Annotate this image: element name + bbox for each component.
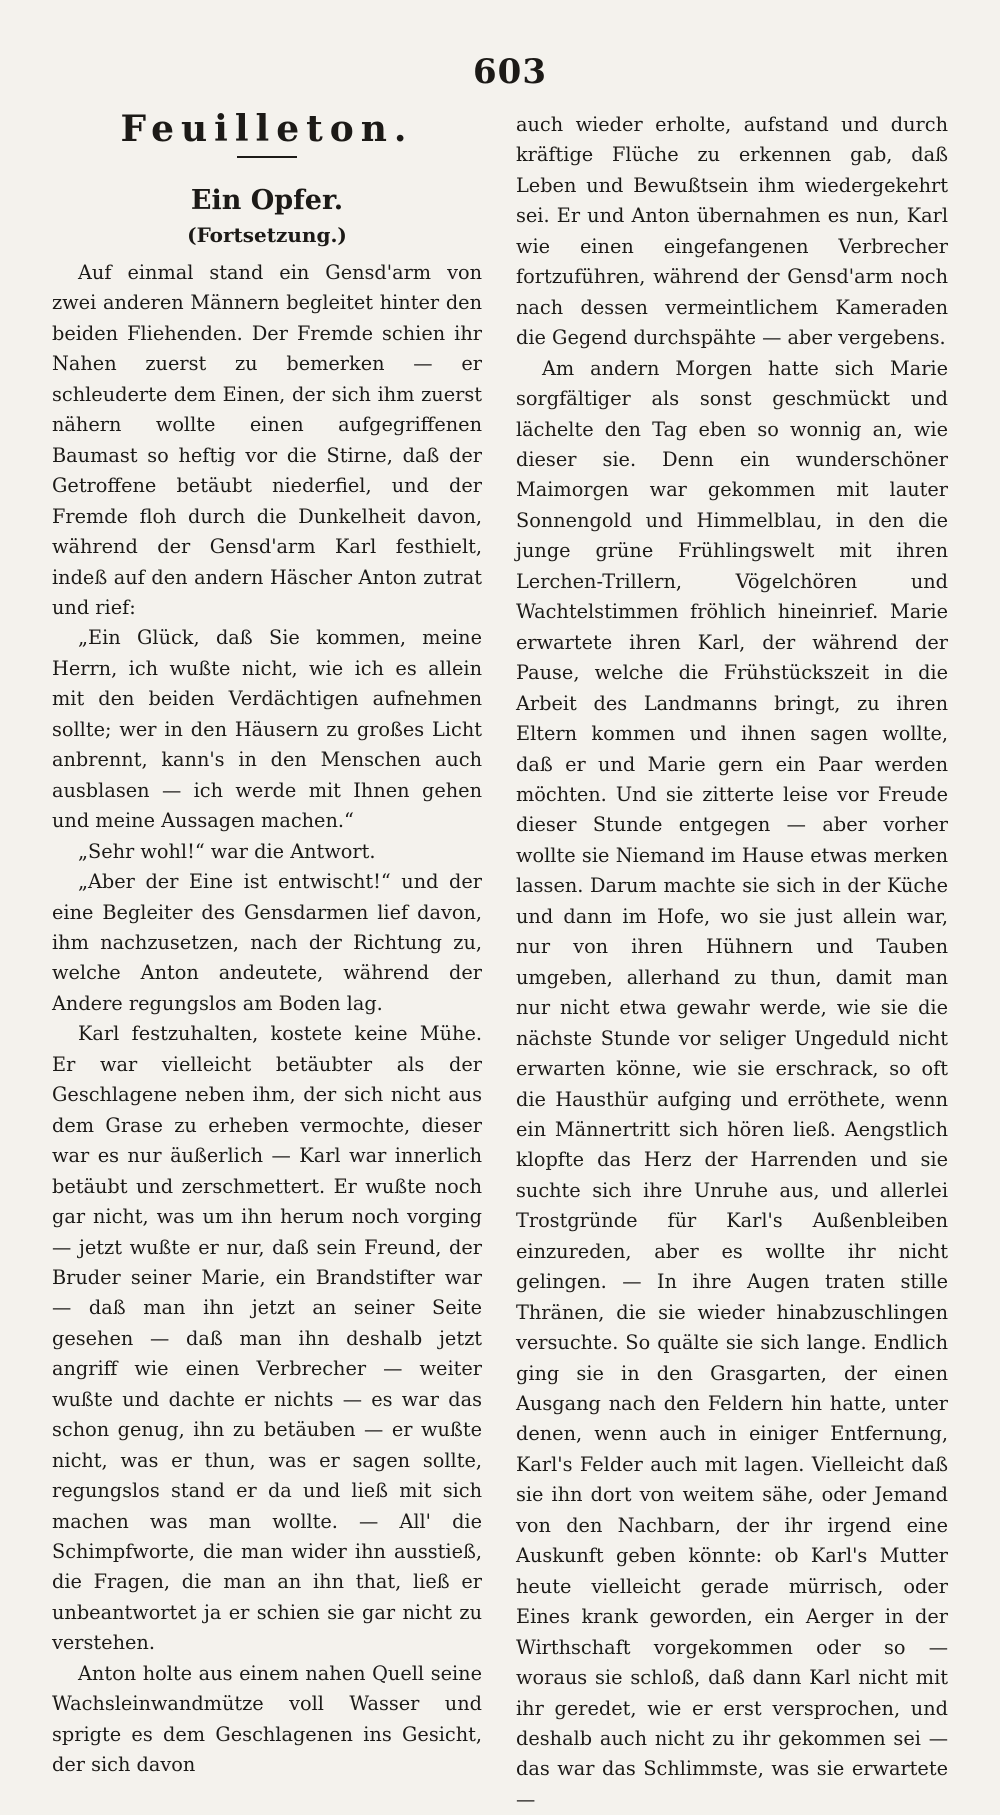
paragraph: Karl festzuhalten, kostete keine Mühe. Er war vielleicht betäubter als der Geschlagene neben ihm, der sich nicht aus dem Grase zu erheben vermochte, dieser war es nur äußerlich — Karl war innerlich betäubt und zerschmettert. Er wußte noch gar nicht, was um ihn herum noch vorging — jetzt wußte er nur, daß sein Freund, der Bruder seiner Marie, ein Brandstifter war — daß man ihn jetzt an seiner Seite gesehen — daß man ihn deshalb jetzt angriff wie einen Verbrecher — weiter wußte und dachte er nichts — es war das schon genug, ihn zu betäuben — er wußte nicht, was er thun, was er sagen sollte, regungslos stand er da und ließ mit sich machen was man wollte. — All' die Schimpfworte, die man wider ihn ausstieß, die Fragen, die man an ihn that, ließ er unbeantwortet ja er schien sie gar nicht zu verstehen. xyxy=(52,1022,482,1655)
story-subtitle: (Fortsetzung.) xyxy=(187,223,347,247)
title-divider xyxy=(237,156,297,158)
paragraph: Anton holte aus einem nahen Quell seine Wachsleinwandmütze voll Wasser und sprigte es dem Geschlagenen ins Gesicht, der sich davon xyxy=(52,1661,482,1777)
paragraph: Am andern Morgen hatte sich Marie sorgfältiger als sonst geschmückt und lächelte den Tag eben so wonnig an, wie dieser sie. Denn ein wunderschöner Maimorgen war gekommen mit lauter Sonnengold und Himmelblau, in den die junge grüne Frühlingswelt mit ihren Lerchen-Trillern, Vögelchören und Wachtelstimmen fröhlich hineinrief. Marie erwartete ihren Karl, der während der Pause, welche die Frühstückszeit in die Arbeit des Landmanns bringt, zu ihren Eltern kommen und ihnen sagen wollte, daß er und Marie gern ein Paar werden möchten. Und sie zitterte leise vor Freude dieser Stunde entgegen — aber vorher wollte sie Niemand im Hause etwas merken lassen. Darum machte sie sich in der Küche und dann im Hofe, wo sie just allein war, nur von ihren Hühnern und Tauben umgeben, allerhand zu thun, damit man nur nicht etwa gewahr werde, wie sie die nächste Stunde vor seliger Ungeduld nicht erwarten könne, wie sie erschrack, so oft die Hausthür aufging und erröthete, wenn ein Männertritt sich hören ließ. Aengstlich klopfte das Herz der Harrenden und sie suchte sich ihre Unruhe aus, und allerlei Trostgründe für Karl's Außenbleiben einzureden, aber es wollte ihr nicht gelingen. — In ihre Augen traten stille Thränen, die sie wieder hinabzuschlingen versuchte. So quälte sie sich lange. Endlich ging sie in den Grasgarten, der einen Ausgang nach den Feldern hin hatte, unter denen, wenn auch in einiger Entfernung, Karl's Felder auch mit lagen. Vielleicht daß sie ihn dort von weitem sähe, oder Jemand von den Nachbarn, der ihr irgend eine Auskunft geben könnte: ob Karl's Mutter heute vielleicht gerade mürrisch, oder Eines krank geworden, ein Aerger in der Wirthschaft vorgekommen oder so — woraus sie schloß, daß dann Karl nicht mit ihr geredet, wie er erst versprochen, und deshalb auch nicht zu ihr gekommen sei — das war das Schlimmste, was sie erwartete — xyxy=(516,356,948,1811)
paragraph: „Aber der Eine ist entwischt!“ und der eine Begleiter des Gensdarmen lief davon, ihm nachzusetzen, nach der Richtung zu, welche Anton andeutete, während der Andere regungslos am Boden lag. xyxy=(52,870,482,1015)
paragraph: auch wieder erholte, aufstand und durch kräftige Flüche zu erkennen gab, daß Leben und Bewußtsein ihm wiedergekehrt sei. Er und Anton übernahmen es nun, Karl wie einen eingefangenen Verbrecher fortzuführen, während der Gensd'arm noch nach dessen vermeintlichem Kameraden die Gegend durchspähte — aber vergebens. xyxy=(516,113,948,350)
story-title: Ein Opfer. xyxy=(190,185,344,216)
section-title: Feuilleton. xyxy=(120,108,414,150)
right-column xyxy=(516,110,948,1815)
paragraph: „Ein Glück, daß Sie kommen, meine Herrn, ich wußte nicht, wie ich es allein mit den beiden Verdächtigen aufnehmen sollte; wer in den Häusern zu großes Licht anbrennt, kann's in den Menschen auch ausblasen — ich werde mit Ihnen gehen und meine Aussagen machen.“ xyxy=(52,626,482,833)
paragraph: Auf einmal stand ein Gensd'arm von zwei anderen Männern begleitet hinter den beiden Fliehenden. Der Fremde schien ihr Nahen zuerst zu bemerken — er schleuderte dem Einen, der sich ihm zuerst nähern wollte einen aufgegriffenen Baumast so heftig vor die Stirne, daß der Getroffene betäubt niederfiel, und der Fremde floh durch die Dunkelheit davon, während der Gensd'arm Karl festhielt, indeß auf den andern Häscher Anton zutrat und rief: xyxy=(52,261,482,619)
page-number: 603 xyxy=(473,52,547,92)
paragraph: „Sehr wohl!“ war die Antwort. xyxy=(78,839,376,863)
left-column xyxy=(52,100,482,1781)
